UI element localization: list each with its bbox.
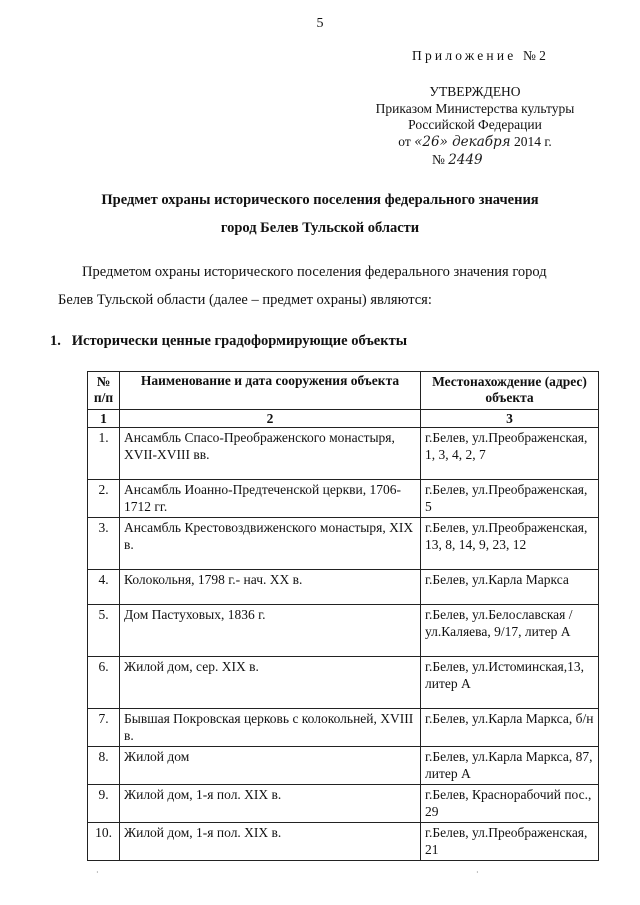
row-address: г.Белев, ул.Истоминская,13, литер А: [421, 657, 599, 709]
row-address: г.Белев, ул.Преображенская, 13, 8, 14, 9, 23, 12: [421, 518, 599, 570]
row-name: Жилой дом, 1-я пол. XIX в.: [120, 785, 421, 823]
row-number: 10.: [88, 823, 120, 861]
row-number: 7.: [88, 709, 120, 747]
section-heading: 1. Исторически ценные градоформирующие объекты: [50, 333, 408, 349]
row-number: 3.: [88, 518, 120, 570]
table-row: [88, 480, 599, 518]
row-number: 5.: [88, 605, 120, 657]
row-number: 2.: [88, 480, 120, 518]
table-row: [88, 518, 599, 570]
table-row: [88, 657, 599, 709]
row-address: г.Белев, ул.Карла Маркса, 87, литер А: [421, 747, 599, 785]
row-number: 1.: [88, 428, 120, 480]
handwritten-number: 2449: [448, 151, 483, 168]
page-number: 5: [316, 16, 324, 31]
row-name: Ансамбль Иоанно-Предтеченской церкви, 1706-1712 гг.: [120, 480, 421, 518]
date-prefix: от: [398, 133, 411, 149]
table-index-row: [88, 410, 599, 428]
row-number: 4.: [88, 570, 120, 605]
table-row: [88, 785, 599, 823]
date-year: 2014 г.: [513, 133, 552, 149]
table-row: [88, 747, 599, 785]
table-row: [88, 823, 599, 861]
title-line-1: Предмет охраны исторического поселения федерального значения: [101, 192, 539, 208]
intro-line-2: Белев Тульской области (далее – предмет охраны) являются:: [58, 292, 432, 308]
row-address: г.Белев, ул.Преображенская, 5: [421, 480, 599, 518]
appendix-label: Приложение №2: [412, 48, 550, 63]
index-col-3: 3: [421, 410, 599, 428]
approval-country-line: Российской Федерации: [408, 117, 542, 132]
approval-block: [370, 84, 580, 170]
table-row: [88, 570, 599, 605]
scan-mark-left: ·: [96, 868, 99, 877]
index-col-1: 1: [88, 410, 120, 428]
row-number: 9.: [88, 785, 120, 823]
row-name: Колокольня, 1798 г.- нач. XX в.: [120, 570, 421, 605]
index-col-2: 2: [120, 410, 421, 428]
table-row: [88, 428, 599, 480]
row-name: Дом Пастуховых, 1836 г.: [120, 605, 421, 657]
handwritten-date: «26» декабря: [414, 133, 511, 150]
title-line-2: город Белев Тульской области: [220, 220, 420, 236]
header-number: № п/п: [88, 372, 120, 410]
row-address: г.Белев, ул.Преображенская, 1, 3, 4, 2, 7: [421, 428, 599, 480]
scan-mark-right: ·: [476, 868, 479, 877]
table-header-row: [88, 372, 599, 410]
number-prefix: №: [432, 151, 445, 167]
row-name: Ансамбль Крестовоздвиженского монастыря, XIX в.: [120, 518, 421, 570]
row-address: г.Белев, ул.Карла Маркса, б/н: [421, 709, 599, 747]
row-name: Жилой дом, сер. XIX в.: [120, 657, 421, 709]
row-name: Ансамбль Спасо-Преображенского монастыря, XVII-XVIII вв.: [120, 428, 421, 480]
approval-date-line: [370, 134, 580, 152]
row-number: 8.: [88, 747, 120, 785]
row-address: г.Белев, ул.Белославская / ул.Каляева, 9/17, литер А: [421, 605, 599, 657]
table-row: [88, 605, 599, 657]
row-name: Жилой дом: [120, 747, 421, 785]
approval-number-line: [370, 152, 580, 170]
intro-line-1: Предметом охраны исторического поселения федерального значения город: [82, 264, 547, 280]
approved-stamp-text: УТВЕРЖДЕНО: [429, 84, 521, 99]
approval-order-line: Приказом Министерства культуры: [375, 100, 575, 116]
objects-table: [87, 371, 599, 861]
row-number: 6.: [88, 657, 120, 709]
row-address: г.Белев, ул.Преображенская, 21: [421, 823, 599, 861]
row-name: Бывшая Покровская церковь с колокольней, XVIII в.: [120, 709, 421, 747]
header-name: Наименование и дата сооружения объекта: [120, 372, 421, 410]
intro-paragraph: [58, 258, 598, 314]
table-row: [88, 709, 599, 747]
document-title: [40, 186, 600, 242]
header-address: Местонахождение (адрес) объекта: [421, 372, 599, 410]
row-address: г.Белев, ул.Карла Маркса: [421, 570, 599, 605]
row-name: Жилой дом, 1-я пол. XIX в.: [120, 823, 421, 861]
row-address: г.Белев, Краснорабочий пос., 29: [421, 785, 599, 823]
